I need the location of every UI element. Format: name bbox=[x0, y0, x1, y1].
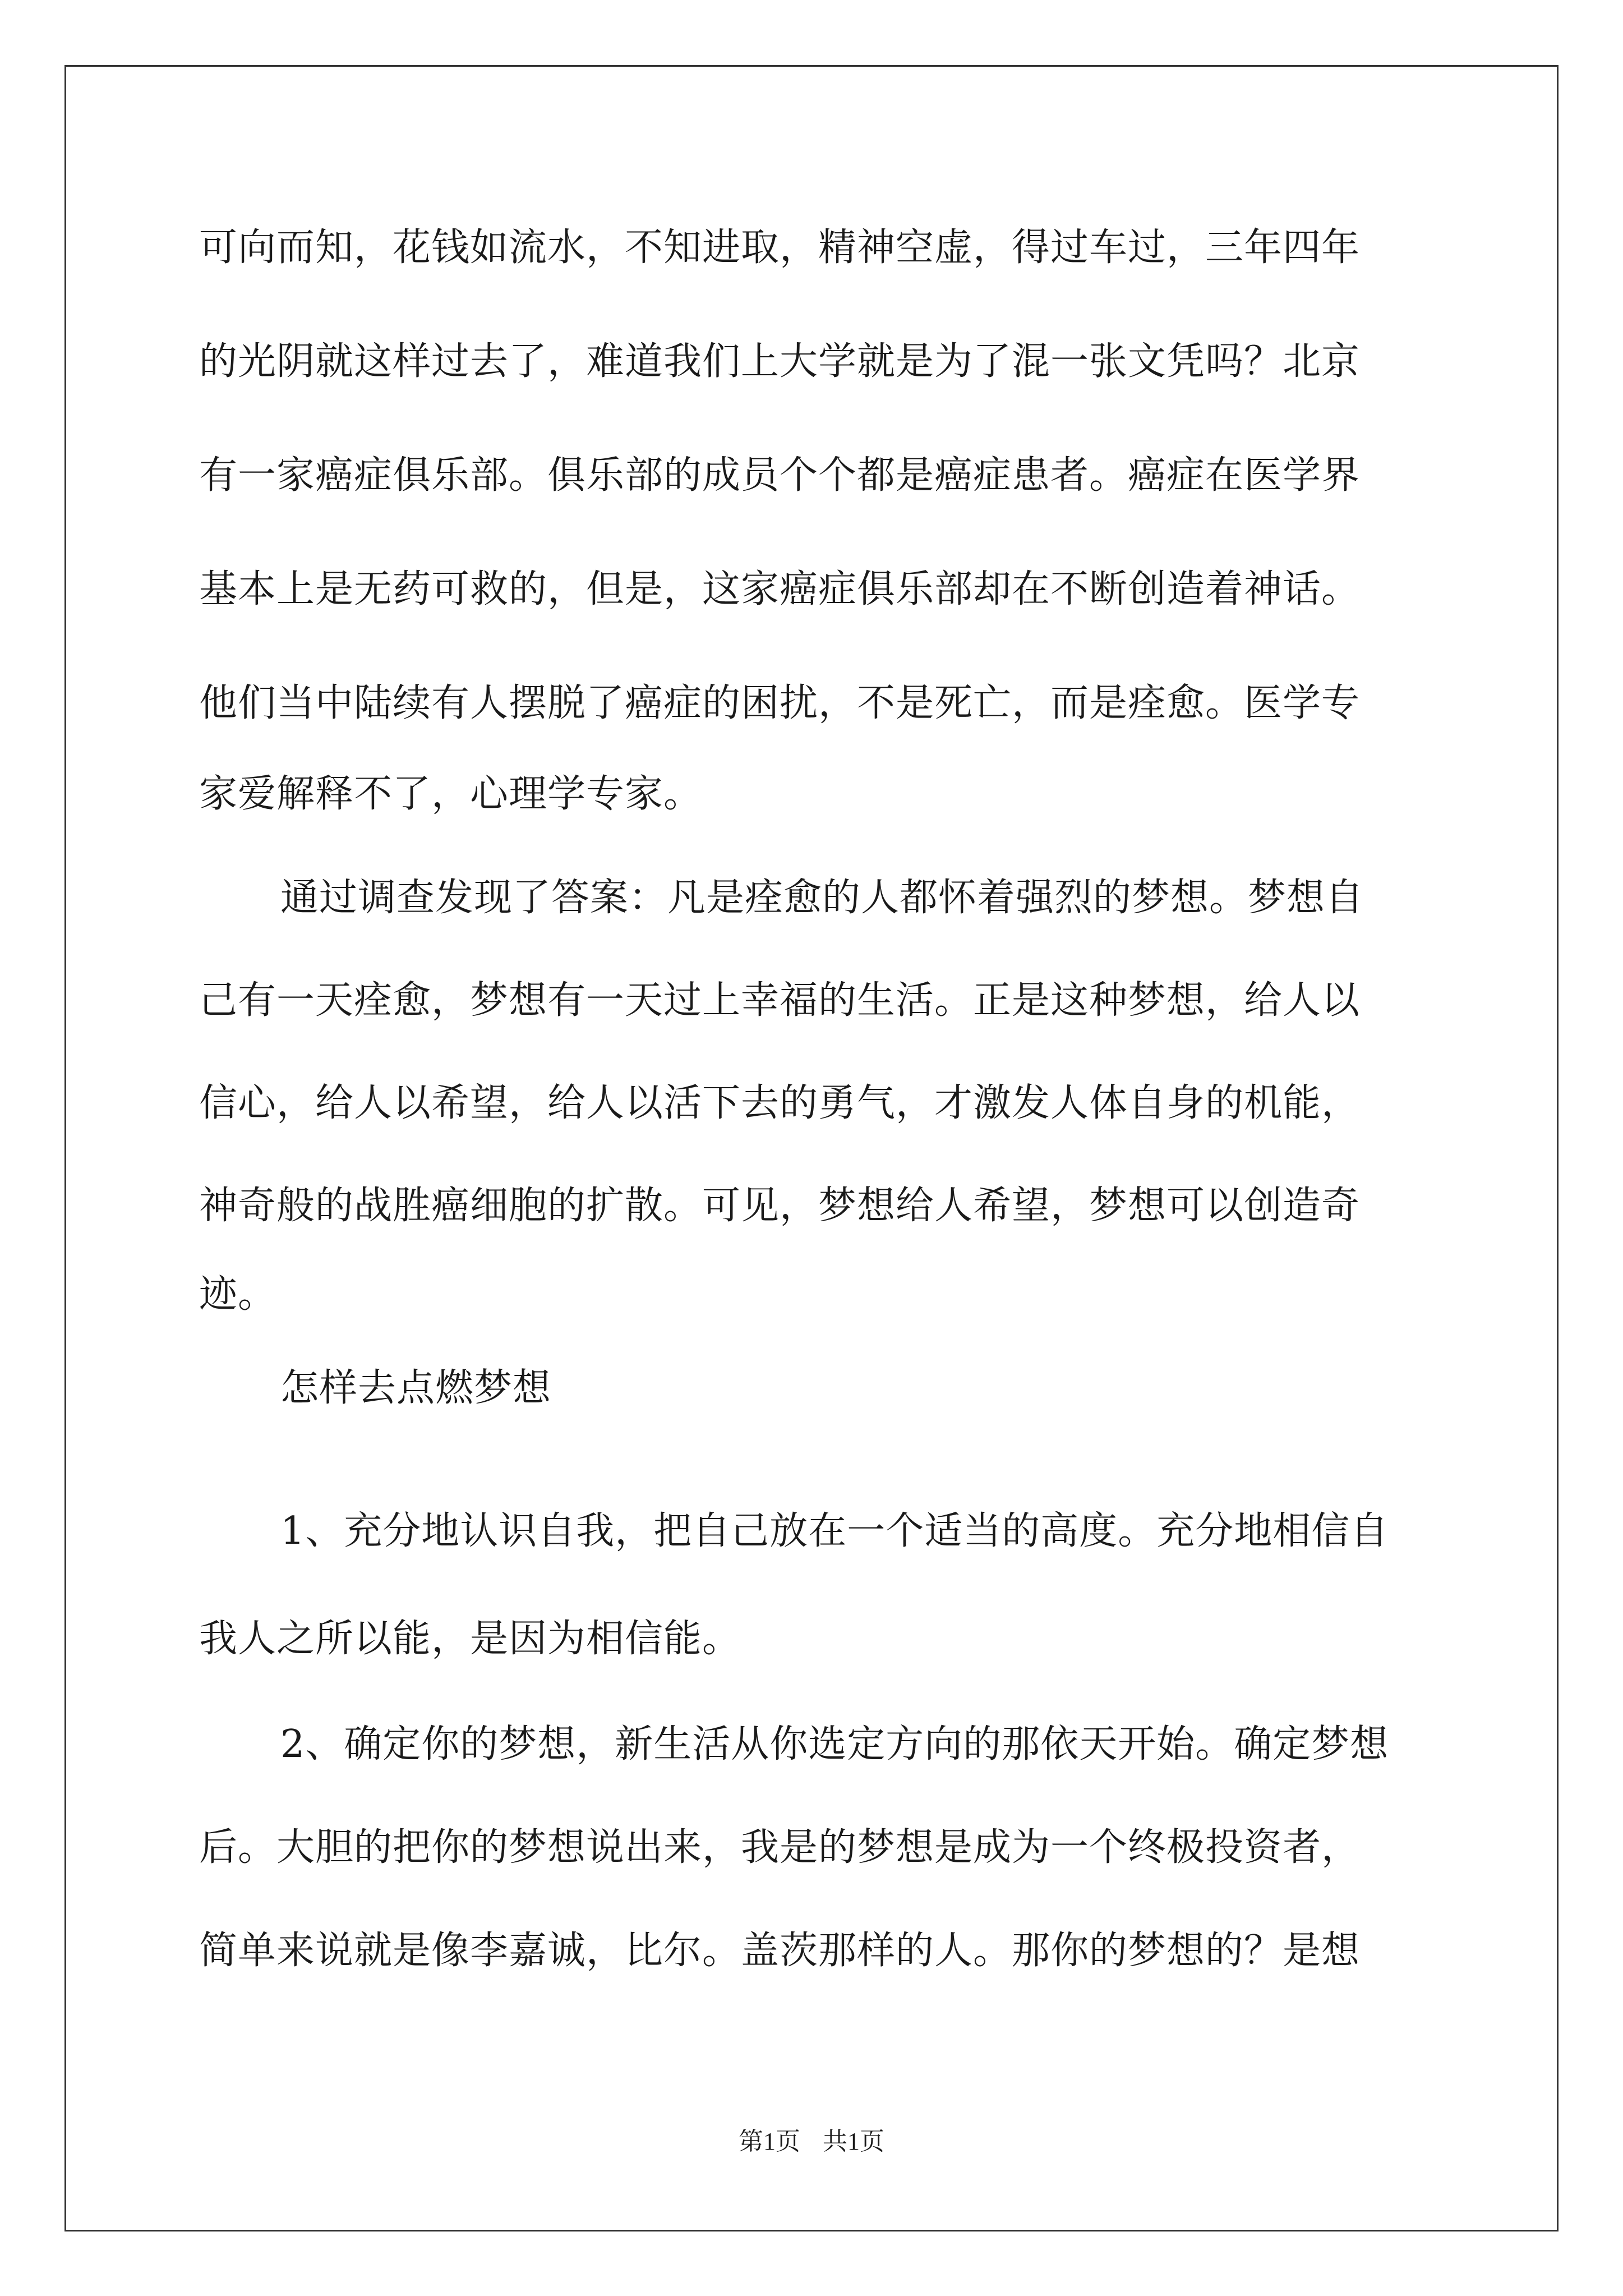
text-line: 的光阴就这样过去了，难道我们上大学就是为了混一张文凭吗？北京 bbox=[199, 339, 1361, 384]
page-total: 共1页 bbox=[823, 2128, 884, 2155]
text-line: 己有一天痊愈，梦想有一天过上幸福的生活。正是这种梦想，给人以 bbox=[199, 978, 1361, 1023]
text-line: 信心，给人以希望，给人以活下去的勇气，才激发人体自身的机能， bbox=[199, 1081, 1361, 1125]
page-number: 第1页 bbox=[739, 2128, 800, 2155]
text-line: 他们当中陆续有人摆脱了癌症的困扰，不是死亡，而是痊愈。医学专 bbox=[199, 681, 1361, 725]
page-footer bbox=[0, 2126, 1623, 2157]
text-line: 后。大胆的把你的梦想说出来，我是的梦想是成为一个终极投资者， bbox=[199, 1825, 1361, 1870]
section-heading: 怎样去点燃梦想 bbox=[280, 1366, 552, 1410]
text-line: 我人之所以能，是因为相信能。 bbox=[199, 1617, 741, 1661]
text-line: 可向而知，花钱如流水，不知进取，精神空虚，得过车过，三年四年 bbox=[199, 226, 1361, 270]
paragraph-first-line: 1、充分地认识自我，把自己放在一个适当的高度。充分地相信自 bbox=[280, 1509, 1389, 1553]
text-line: 神奇般的战胜癌细胞的扩散。可见，梦想给人希望，梦想可以创造奇 bbox=[199, 1184, 1361, 1228]
text-line: 家爱解释不了，心理学专家。 bbox=[199, 772, 703, 816]
paragraph-first-line: 通过调查发现了答案：凡是痊愈的人都怀着强烈的梦想。梦想自 bbox=[280, 876, 1364, 920]
text-line: 迹。 bbox=[199, 1272, 277, 1317]
text-line: 简单来说就是像李嘉诚，比尔。盖茨那样的人。那你的梦想的？是想 bbox=[199, 1929, 1361, 1973]
page-border bbox=[64, 65, 1559, 2231]
text-line: 基本上是无药可救的，但是，这家癌症俱乐部却在不断创造着神话。 bbox=[199, 567, 1361, 611]
paragraph-first-line: 2、确定你的梦想，新生活从你选定方向的那依天开始。确定梦想 bbox=[280, 1722, 1389, 1766]
text-line: 有一家癌症俱乐部。俱乐部的成员个个都是癌症患者。癌症在医学界 bbox=[199, 453, 1361, 498]
